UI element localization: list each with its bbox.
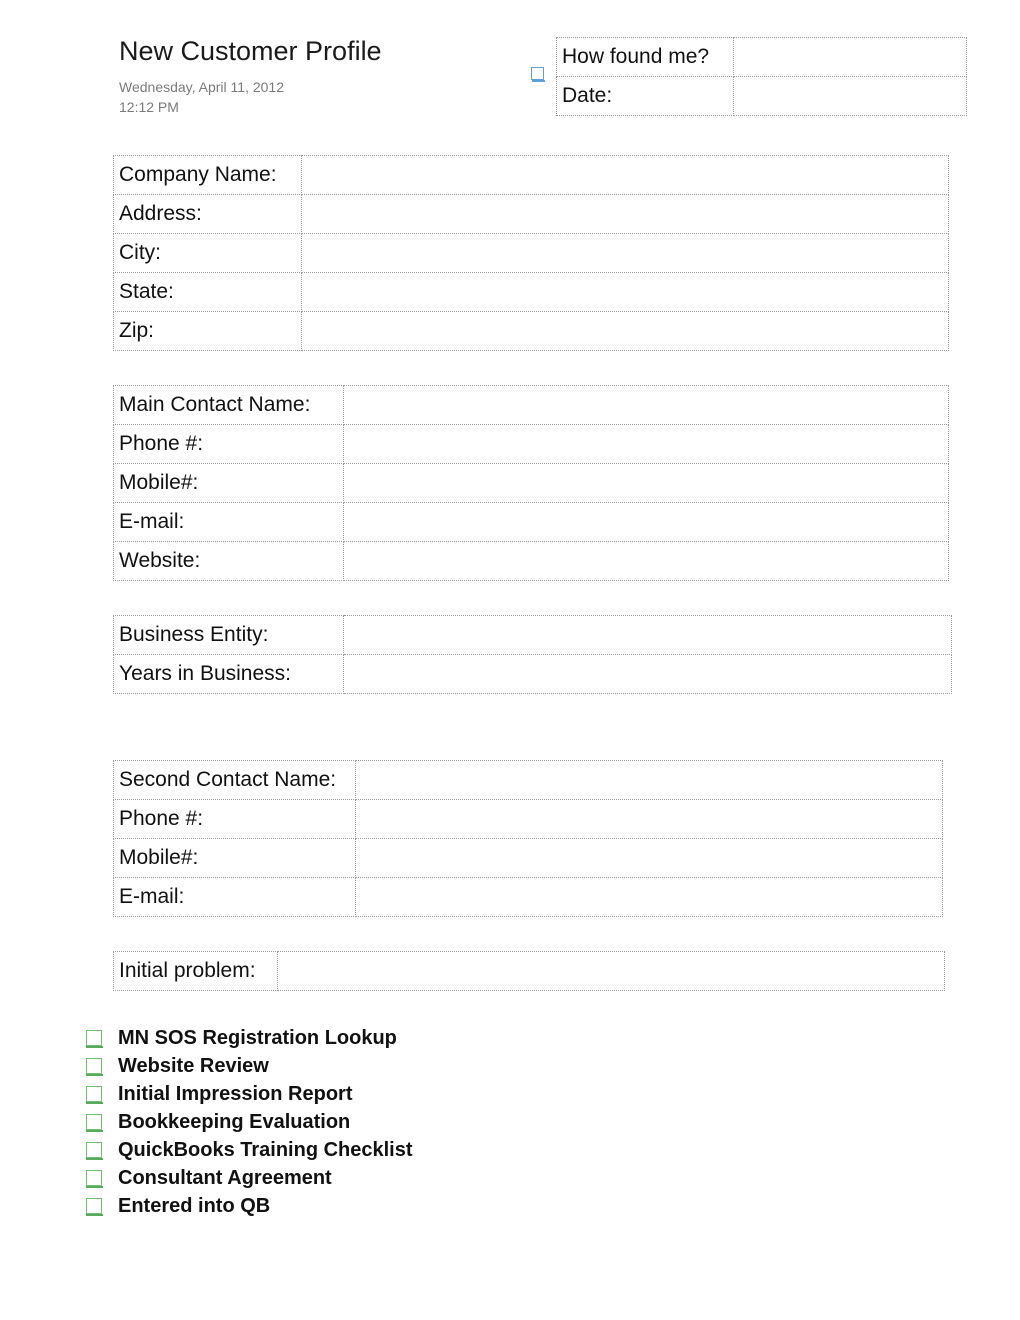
city-label: City: [114,234,302,273]
business-entity-field[interactable] [344,616,952,655]
todo-item-initial-impression-report[interactable] [86,1080,352,1108]
state-label: State: [114,273,302,312]
second-contact-name-label: Second Contact Name: [114,761,356,800]
main-contact-name-label: Main Contact Name: [114,386,344,425]
table-row [114,800,943,839]
table-row [114,878,943,917]
second-email-label: E-mail: [114,878,356,917]
page-date: Wednesday, April 11, 2012 [119,79,284,95]
business-entity-label: Business Entity: [114,616,344,655]
email-label: E-mail: [114,503,344,542]
todo-checkbox-icon[interactable] [86,1058,102,1074]
phone-field[interactable] [344,425,949,464]
todo-item-quickbooks-training-checklist[interactable] [86,1136,413,1164]
second-mobile-label: Mobile#: [114,839,356,878]
years-in-business-field[interactable] [344,655,952,694]
second-phone-label: Phone #: [114,800,356,839]
address-field[interactable] [302,195,949,234]
main-contact-table [113,385,949,581]
initial-problem-field[interactable] [278,952,945,991]
mobile-label: Mobile#: [114,464,344,503]
initial-problem-label: Initial problem: [114,952,278,991]
todo-label: MN SOS Registration Lookup [118,1026,397,1049]
years-in-business-label: Years in Business: [114,655,344,694]
website-label: Website: [114,542,344,581]
company-table [113,155,949,351]
table-row [114,839,943,878]
how-found-field[interactable] [734,38,967,77]
todo-item-entered-into-qb[interactable] [86,1192,270,1220]
todo-item-website-review[interactable] [86,1052,269,1080]
todo-label: Bookkeeping Evaluation [118,1110,351,1133]
how-found-label: How found me? [557,38,734,77]
table-row [114,542,949,581]
business-table [113,615,952,694]
todo-checkbox-icon[interactable] [86,1142,102,1158]
table-row [114,156,949,195]
todo-checkbox-icon[interactable] [86,1114,102,1130]
table-row [114,464,949,503]
table-row [557,38,967,77]
todo-label: Initial Impression Report [118,1082,353,1105]
mobile-field[interactable] [344,464,949,503]
table-row [114,425,949,464]
todo-checkbox-icon[interactable] [86,1086,102,1102]
table-row [114,195,949,234]
todo-item-mn-sos-lookup[interactable] [86,1024,397,1052]
table-row [114,503,949,542]
todo-label: Consultant Agreement [118,1166,332,1189]
todo-label: Website Review [118,1054,269,1077]
date-field[interactable] [734,77,967,116]
table-row [114,616,952,655]
state-field[interactable] [302,273,949,312]
todo-checkbox-icon[interactable] [86,1030,102,1046]
main-contact-name-field[interactable] [344,386,949,425]
todo-label: QuickBooks Training Checklist [118,1138,413,1161]
address-label: Address: [114,195,302,234]
zip-label: Zip: [114,312,302,351]
date-label: Date: [557,77,734,116]
second-phone-field[interactable] [356,800,943,839]
table-row [114,234,949,273]
note-checkbox-icon[interactable] [531,67,544,80]
todo-item-consultant-agreement[interactable] [86,1164,332,1192]
table-row [114,312,949,351]
zip-field[interactable] [302,312,949,351]
second-contact-table [113,760,943,917]
page-title: New Customer Profile [119,36,382,66]
how-found-table [556,37,967,116]
second-email-field[interactable] [356,878,943,917]
phone-label: Phone #: [114,425,344,464]
page-time: 12:12 PM [119,99,179,115]
initial-problem-table [113,951,945,991]
website-field[interactable] [344,542,949,581]
todo-label: Entered into QB [118,1194,271,1217]
company-name-label: Company Name: [114,156,302,195]
table-row [114,386,949,425]
todo-checkbox-icon[interactable] [86,1198,102,1214]
table-row [114,655,952,694]
table-row [114,273,949,312]
city-field[interactable] [302,234,949,273]
table-row [114,952,945,991]
email-field[interactable] [344,503,949,542]
company-name-field[interactable] [302,156,949,195]
second-contact-name-field[interactable] [356,761,943,800]
table-row [114,761,943,800]
todo-item-bookkeeping-evaluation[interactable] [86,1108,350,1136]
table-row [557,77,967,116]
second-mobile-field[interactable] [356,839,943,878]
todo-checkbox-icon[interactable] [86,1170,102,1186]
